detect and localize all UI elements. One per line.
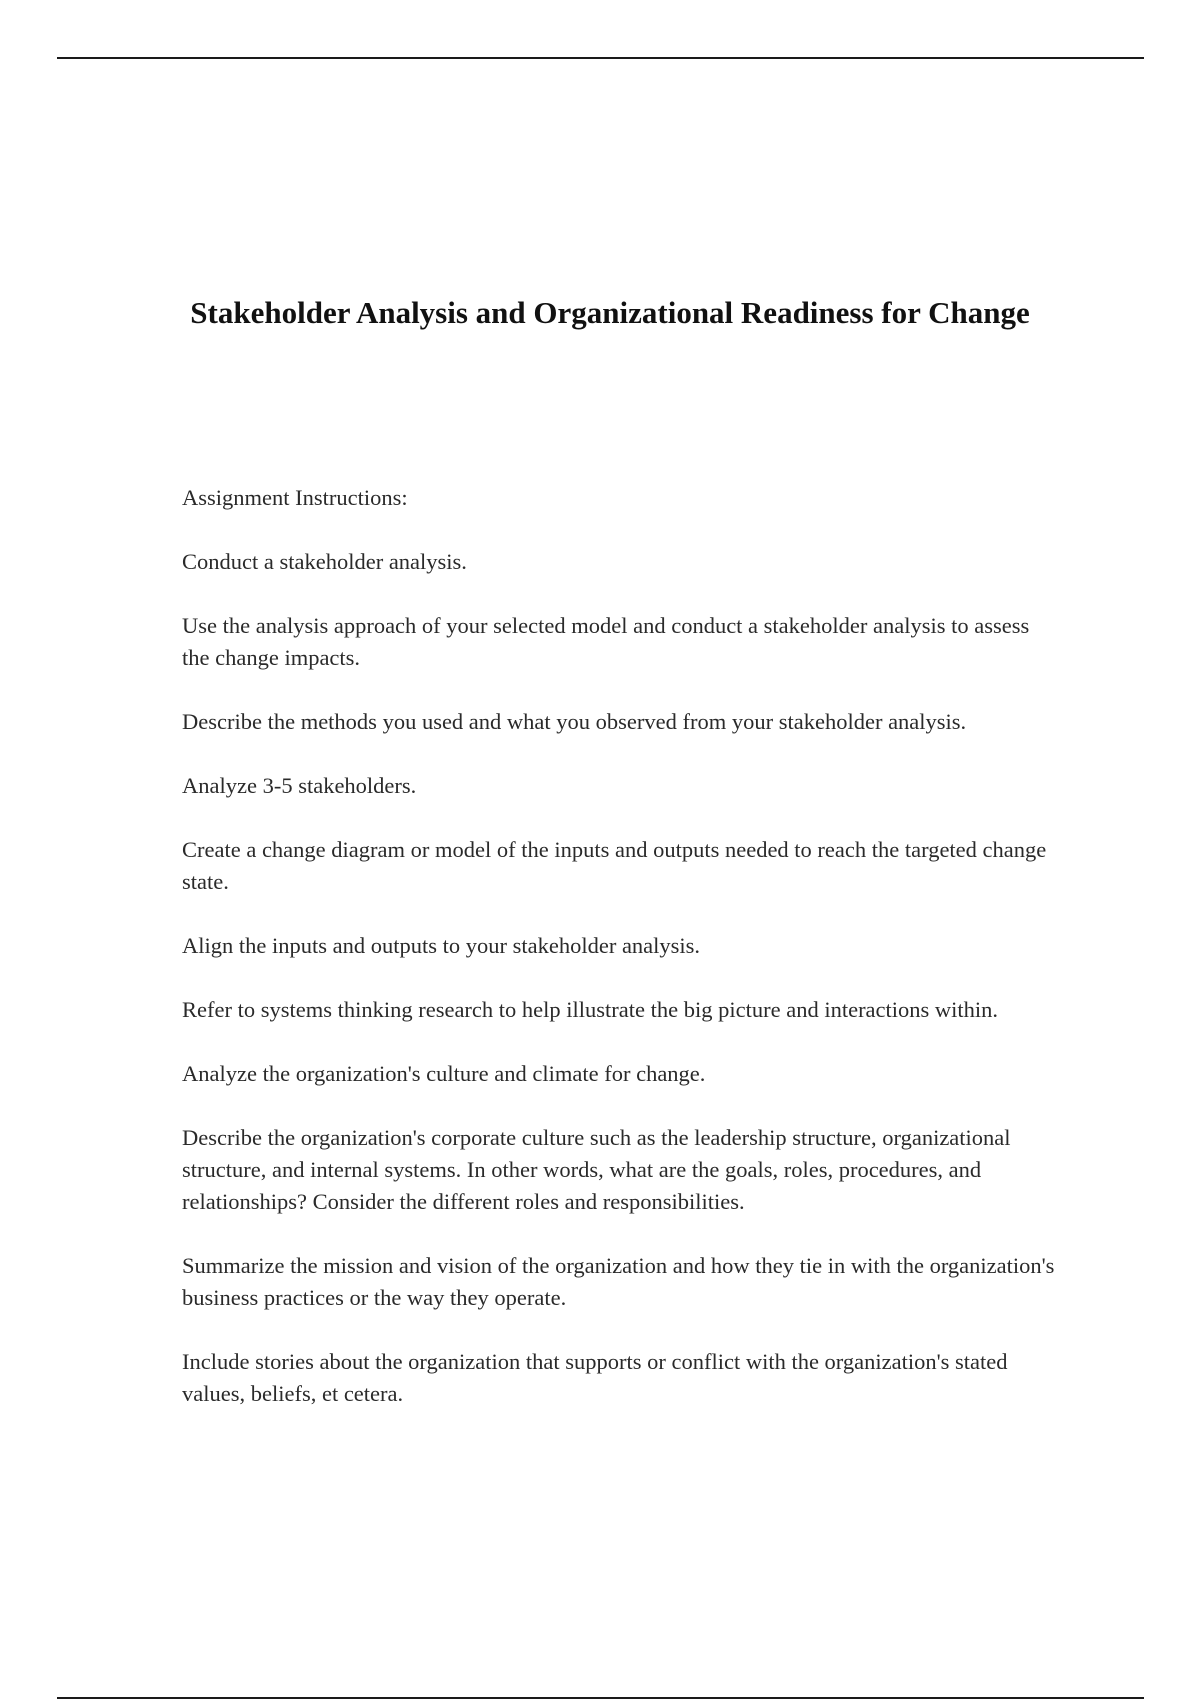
paragraph: Refer to systems thinking research to help illustrate the big picture and interactions within. xyxy=(182,997,999,1022)
paragraph: Analyze the organization's culture and climate for change. xyxy=(182,1061,706,1086)
paragraph-instructions-heading: Assignment Instructions: xyxy=(182,485,408,510)
paragraph: Summarize the mission and vision of the organization and how they tie in with the organization's business practices or the way they operate. xyxy=(182,1253,1055,1310)
bottom-divider xyxy=(57,1697,1144,1699)
paragraph: Create a change diagram or model of the inputs and outputs needed to reach the targeted change state. xyxy=(182,837,1047,894)
paragraph: Describe the methods you used and what you observed from your stakeholder analysis. xyxy=(182,709,967,734)
paragraph: Use the analysis approach of your selected model and conduct a stakeholder analysis to assess the change impacts. xyxy=(182,613,1030,670)
top-divider xyxy=(57,57,1144,59)
document-body xyxy=(182,482,1062,1442)
paragraph: Include stories about the organization that supports or conflict with the organization's stated values, beliefs, et cetera. xyxy=(182,1349,1008,1406)
paragraph: Analyze 3-5 stakeholders. xyxy=(182,773,417,798)
paragraph: Describe the organization's corporate culture such as the leadership structure, organizational structure, and internal systems. In other words, what are the goals, roles, procedures, and relationships? Consider the different roles and responsibilities. xyxy=(182,1125,1011,1214)
paragraph: Conduct a stakeholder analysis. xyxy=(182,549,467,574)
document-title: Stakeholder Analysis and Organizational Readiness for Change xyxy=(190,295,1030,330)
paragraph: Align the inputs and outputs to your stakeholder analysis. xyxy=(182,933,701,958)
